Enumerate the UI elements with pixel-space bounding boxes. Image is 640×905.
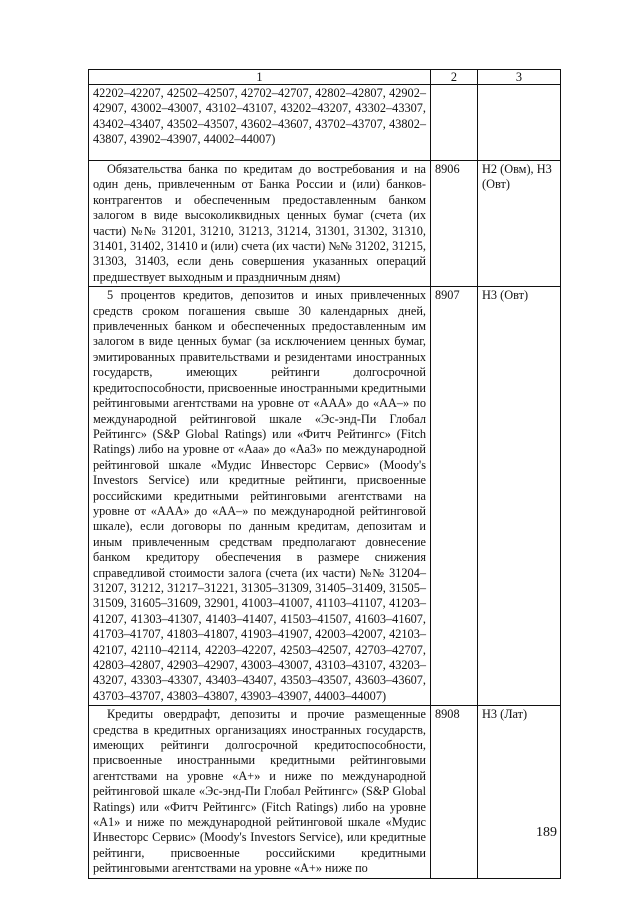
row-code	[431, 85, 478, 161]
row-code: 8908	[431, 706, 478, 878]
row-norm: Н2 (Овм), Н3 (Овт)	[478, 161, 561, 287]
row-norm	[478, 85, 561, 161]
table-row	[89, 287, 561, 706]
row-description: 5 процентов кредитов, депозитов и иных привлеченных средств сроком погашения свыше 30 календарных дней, привлеченных банком и обеспеченных предоставленным им залогом в виде ценных бумаг (за исключением ценных бумаг, эмитированных правительствами и резидентами иностранных государств, имеющих рейтинги долгосрочной кредитоспособности, присвоенные иностранными кредитными рейтинговыми агентствами на уровне от «ААА» до «АА–» по международной рейтинговой шкале «Эс-энд-Пи Глобал Рейтингс» (S&P Global Ratings) или «Фитч Рейтингс» (Fitch Ratings) либо на уровне от «Ааа» до «Аа3» по международной рейтинговой шкале «Мудис Инвесторс Сервис» (Moody's Investors Service) или кредитные рейтинги, присвоенные российскими кредитными рейтинговыми агентствами на уровне от «ААА» до «АА–» по международной рейтинговой шкале), если договоры по данным кредитам, депозитам и иным привлеченным средствам предполагают довнесение банком кредитору обеспечения в размере снижения справедливой стоимости залога (счета (их части) №№ 31204–31207, 31212, 31217–31221, 31305–31309, 31405–31409, 31505–31509, 31605–31609, 32901, 41003–41007, 41103–41107, 41203–41207, 41303–41307, 41403–41407, 41503–41507, 41603–41607, 41703–41707, 41803–41807, 41903–41907, 42003–42007, 42103–42107, 42110–42114, 42203–42207, 42503–42507, 42703–42707, 42803–42807, 42903–42907, 43003–43007, 43103–43107, 43203–43207, 43303–43307, 43403–43407, 43503–43507, 43603–43607, 43703–43707, 43803–43807, 43903–43907, 44003–44007)	[93, 288, 426, 703]
row-description: Кредиты овердрафт, депозиты и прочие размещенные средства в кредитных организациях иностранных государств, имеющих рейтинги долгосрочной кредитоспособности, присвоенные иностранными кредитными рейтинговыми агентствами на уровне «А+» и ниже по международной рейтинговой шкале «Эс-энд-Пи Глобал Рейтингс» (S&P Global Ratings) или «Фитч Рейтингс» (Fitch Ratings) либо на уровне «А1» и ниже по международной рейтинговой шкале «Мудис Инвесторс Сервис» (Moody's Investors Service), или кредитные рейтинги, присвоенные российскими кредитными рейтинговыми агентствами на уровне «А+» ниже по	[93, 707, 426, 876]
row-code: 8907	[431, 287, 478, 706]
table-header-row	[89, 70, 561, 85]
accounts-table	[88, 69, 561, 879]
row-description: Обязательства банка по кредитам до востребования и на один день, привлеченным от Банка России и (или) банков-контрагентов и обеспеченным предоставленным банком залогом в виде высоколиквидных ценных бумаг (счета (их части) №№ 31201, 31210, 31213, 31214, 31301, 31302, 31310, 31401, 31402, 31410 и (или) счета (их части) №№ 31202, 31215, 31303, 31403, если день совершения указанных операций предшествует выходным и праздничным дням)	[93, 162, 426, 284]
header-col-2: 2	[431, 70, 478, 85]
row-norm: Н3 (Лат)	[478, 706, 561, 878]
header-col-3: 3	[478, 70, 561, 85]
row-code: 8906	[431, 161, 478, 287]
header-col-1: 1	[89, 70, 431, 85]
table-row	[89, 161, 561, 287]
table-row	[89, 706, 561, 878]
page-number: 189	[536, 825, 557, 840]
row-description: 42202–42207, 42502–42507, 42702–42707, 42802–42807, 42902–42907, 43002–43007, 43102–43107, 43202–43207, 43302–43307, 43402–43407, 43502–43507, 43602–43607, 43702–43707, 43802–43807, 43902–43907, 44002–44007)	[89, 85, 431, 161]
row-norm: Н3 (Овт)	[478, 287, 561, 706]
table-row	[89, 85, 561, 161]
